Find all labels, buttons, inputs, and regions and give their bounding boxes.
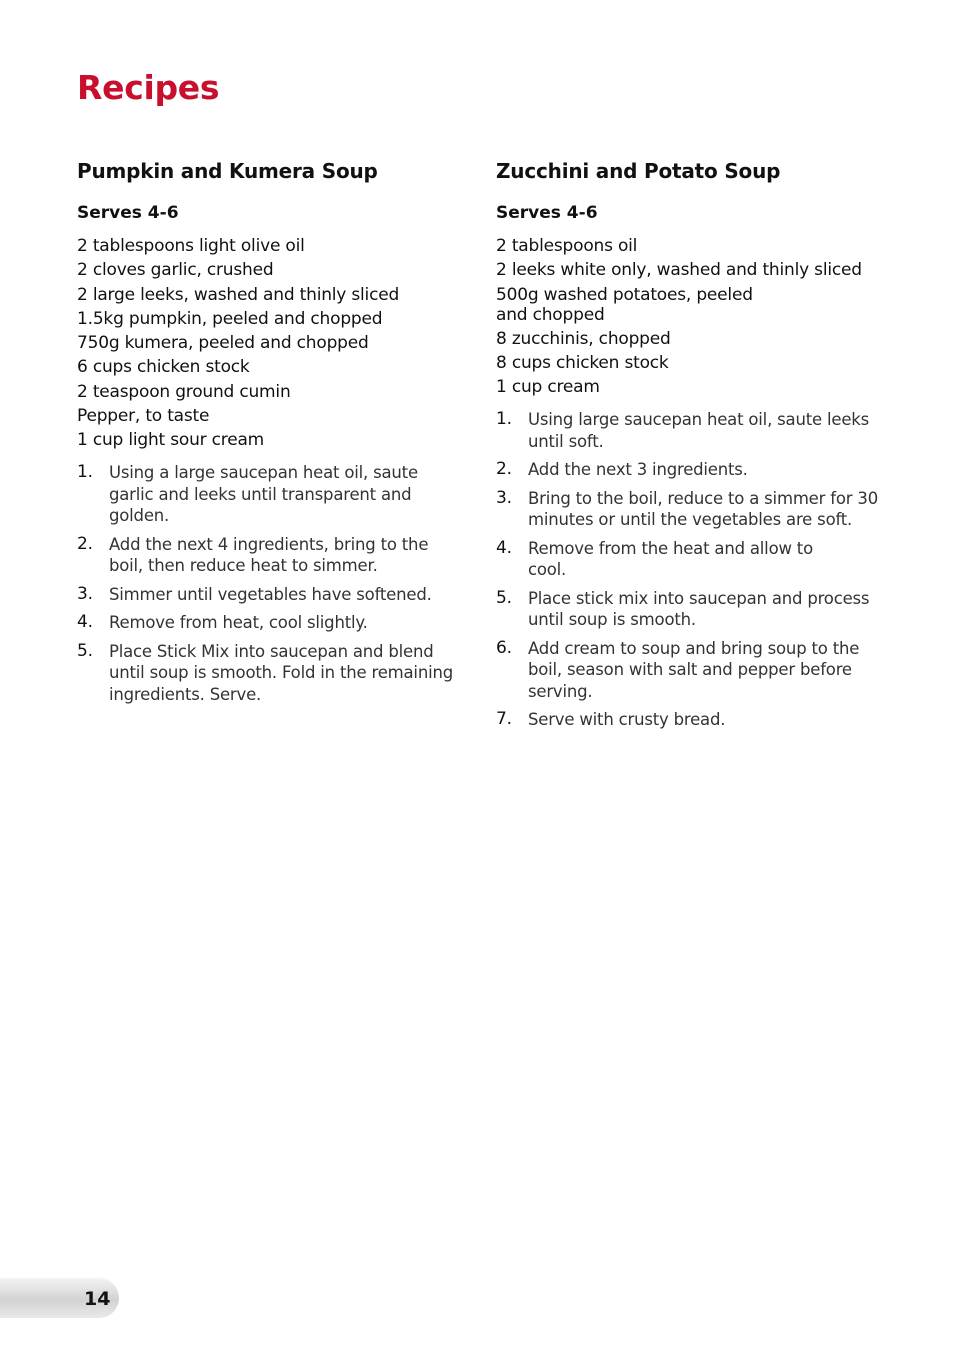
step-number: 2. (77, 533, 93, 554)
step-number: 6. (496, 637, 512, 658)
ingredient-list (77, 236, 462, 450)
step-number: 2. (496, 459, 512, 480)
method-step (496, 488, 881, 531)
step-text: Using a large saucepan heat oil, saute garlic and leeks until transparent and golden. (109, 463, 418, 526)
step-number: 1. (496, 409, 512, 430)
recipe-title: Pumpkin and Kumera Soup (77, 159, 378, 183)
step-text: Bring to the boil, reduce to a simmer for 30 minutes or until the vegetables are soft. (528, 488, 878, 530)
step-text: Remove from heat, cool slightly. (109, 613, 368, 633)
step-number: 7. (496, 709, 512, 730)
method-step (77, 462, 462, 527)
step-text: Using large saucepan heat oil, saute leeks until soft. (528, 410, 870, 451)
page-number: 14 (84, 1288, 111, 1310)
method-steps (496, 409, 881, 731)
ingredient-item: 2 tablespoons oil (496, 236, 638, 256)
ingredient-item: 2 cloves garlic, crushed (77, 260, 274, 281)
step-number: 5. (77, 640, 93, 661)
step-text: Add the next 3 ingredients. (528, 460, 748, 480)
method-step (496, 538, 881, 581)
ingredient-item: 1 cup cream (496, 377, 600, 398)
ingredient-item: 8 cups chicken stock (496, 353, 669, 374)
ingredient-item: 2 large leeks, washed and thinly sliced (77, 284, 400, 305)
serves-label: Serves 4-6 (77, 203, 179, 223)
ingredient-item: 2 leeks white only, washed and thinly sliced (496, 260, 862, 281)
step-text: Place stick mix into saucepan and process until soup is smooth. (528, 588, 870, 630)
ingredient-item: 2 tablespoons light olive oil (77, 236, 305, 256)
step-number: 3. (496, 487, 512, 508)
recipe-title: Zucchini and Potato Soup (496, 159, 781, 183)
ingredient-item: Pepper, to taste (77, 406, 210, 427)
ingredient-item: 8 zucchinis, chopped (496, 328, 671, 349)
method-step (496, 638, 881, 703)
method-step (77, 584, 462, 606)
step-number: 4. (496, 537, 512, 558)
step-text: Add cream to soup and bring soup to the boil, season with salt and pepper before serving. (528, 638, 860, 701)
step-text: Add the next 4 ingredients, bring to the boil, then reduce heat to simmer. (109, 534, 429, 576)
recipe-zucchini-potato-soup (496, 156, 881, 738)
step-number: 5. (496, 587, 512, 608)
page-title: Recipes (77, 68, 220, 107)
recipe-pumpkin-kumera-soup (77, 156, 462, 712)
step-text: Remove from the heat and allow to cool. (528, 538, 813, 580)
serves-label: Serves 4-6 (496, 203, 598, 223)
ingredient-item: 500g washed potatoes, peeled and chopped (496, 284, 753, 325)
method-step (77, 612, 462, 634)
step-number: 4. (77, 612, 93, 633)
method-step (496, 588, 881, 631)
ingredient-item: 1.5kg pumpkin, peeled and chopped (77, 308, 383, 329)
method-step (496, 459, 881, 481)
step-text: Simmer until vegetables have softened. (109, 584, 432, 604)
ingredient-list (496, 236, 881, 397)
step-number: 1. (77, 462, 93, 483)
ingredient-item: 1 cup light sour cream (77, 430, 265, 451)
method-step (77, 534, 462, 577)
ingredient-item: 750g kumera, peeled and chopped (77, 333, 369, 354)
ingredient-item: 6 cups chicken stock (77, 357, 250, 378)
ingredient-item: 2 teaspoon ground cumin (77, 381, 291, 402)
method-step (496, 709, 881, 731)
method-step (77, 641, 462, 706)
method-step (496, 409, 881, 452)
step-text: Serve with crusty bread. (528, 710, 726, 730)
step-number: 3. (77, 583, 93, 604)
step-text: Place Stick Mix into saucepan and blend until soup is smooth. Fold in the remaining ingredients. Serve. (109, 641, 453, 704)
method-steps (77, 462, 462, 705)
